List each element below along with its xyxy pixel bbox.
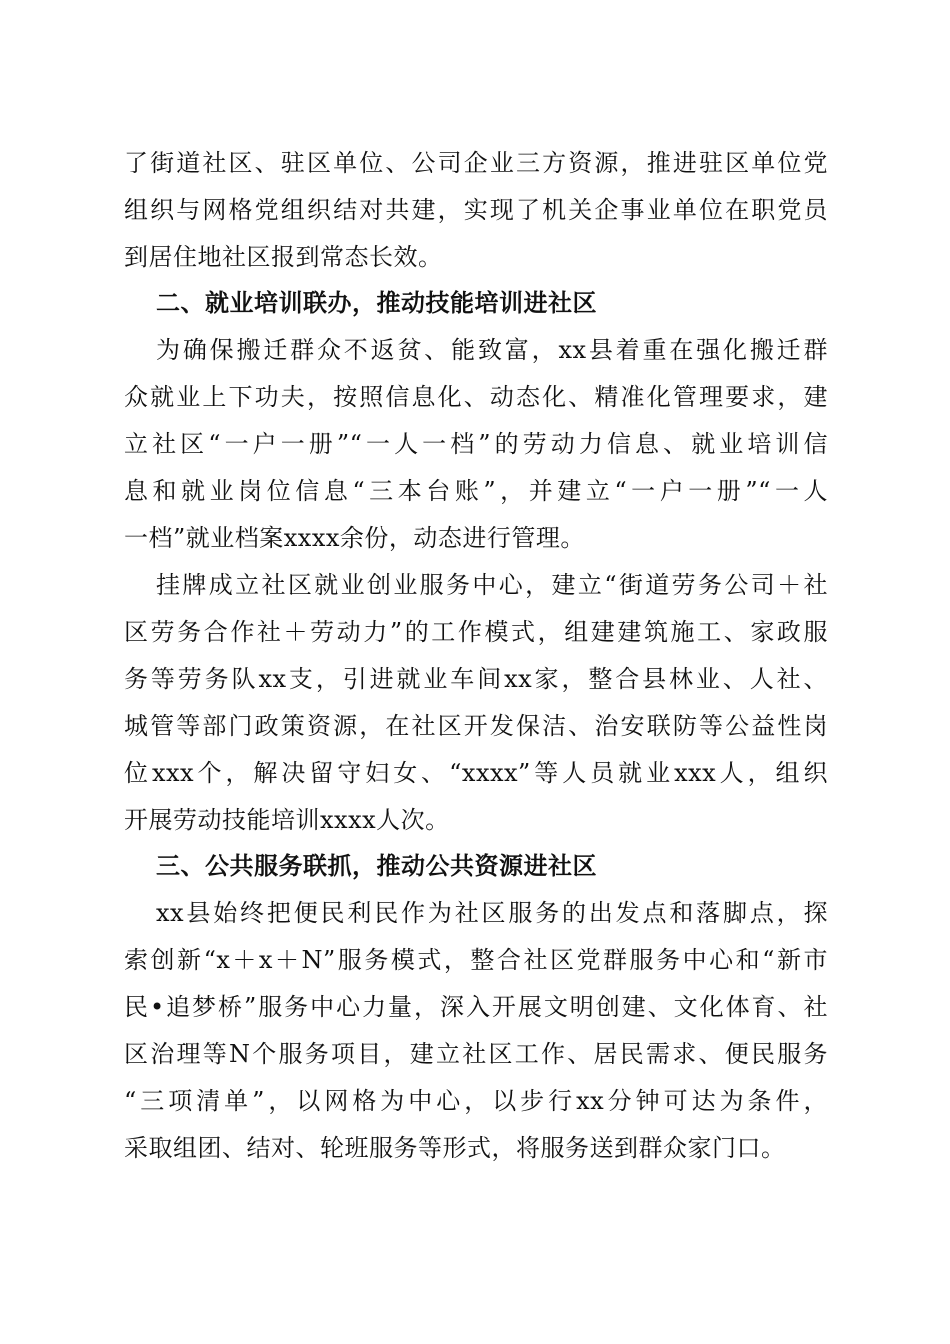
section-heading-3: 三、公共服务联抓，推动公共资源进社区 <box>156 852 597 880</box>
paragraph-line: 立社区“一户一册”“一人一档”的劳动力信息、就业培训信 <box>124 430 828 458</box>
paragraph-line: 了街道社区、驻区单位、公司企业三方资源，推进驻区单位党 <box>124 149 828 177</box>
paragraph-line: 为确保搬迁群众不返贫、能致富，xx县着重在强化搬迁群 <box>156 336 828 364</box>
paragraph-line: 一档”就业档案xxxx余份，动态进行管理。 <box>124 524 585 552</box>
paragraph-line: 民•追梦桥”服务中心力量，深入开展文明创建、文化体育、社 <box>124 993 828 1021</box>
paragraph-line: 务等劳务队xx支，引进就业车间xx家，整合县林业、人社、 <box>124 665 828 693</box>
paragraph-line: 挂牌成立社区就业创业服务中心，建立“街道劳务公司＋社 <box>156 571 828 599</box>
paragraph-line: 众就业上下功夫，按照信息化、动态化、精准化管理要求，建 <box>124 383 828 411</box>
paragraph-line: 采取组团、结对、轮班服务等形式，将服务送到群众家门口。 <box>124 1134 786 1162</box>
paragraph-line: xx县始终把便民利民作为社区服务的出发点和落脚点，探 <box>156 899 828 927</box>
paragraph-line: 索创新“x＋x＋N”服务模式，整合社区党群服务中心和“新市 <box>124 946 828 974</box>
paragraph-line: 区劳务合作社＋劳动力”的工作模式，组建建筑施工、家政服 <box>124 618 828 646</box>
paragraph-line: 区治理等N个服务项目，建立社区工作、居民需求、便民服务 <box>124 1040 828 1068</box>
paragraph-line: 城管等部门政策资源，在社区开发保洁、治安联防等公益性岗 <box>124 712 828 740</box>
paragraph-line: 位xxx个，解决留守妇女、“xxxx”等人员就业xxx人，组织 <box>124 759 828 787</box>
paragraph-line: 息和就业岗位信息“三本台账”，并建立“一户一册”“一人 <box>124 477 828 505</box>
section-heading-2: 二、就业培训联办，推动技能培训进社区 <box>156 289 597 317</box>
paragraph-line: “三项清单”，以网格为中心，以步行xx分钟可达为条件， <box>124 1087 828 1115</box>
paragraph-line: 开展劳动技能培训xxxx人次。 <box>124 806 450 834</box>
paragraph-line: 组织与网格党组织结对共建，实现了机关企事业单位在职党员 <box>124 196 828 224</box>
paragraph-line: 到居住地社区报到常态长效。 <box>124 243 443 271</box>
